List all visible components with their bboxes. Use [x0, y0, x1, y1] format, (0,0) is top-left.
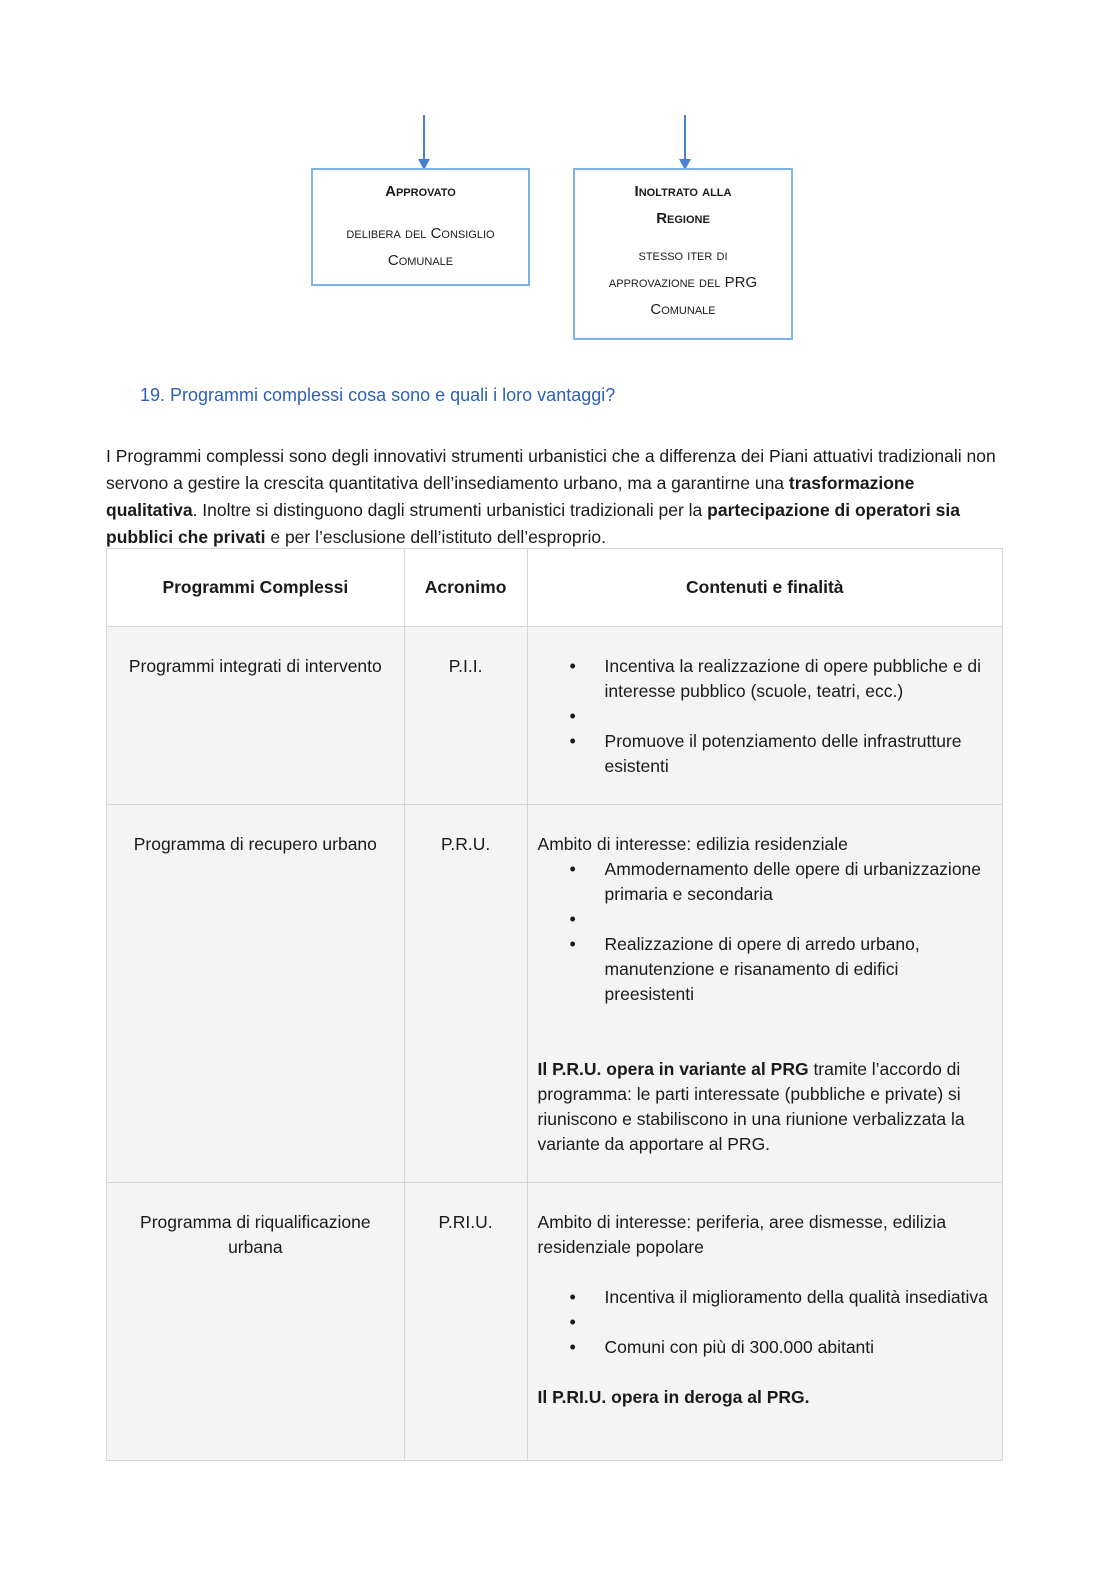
- bullet-list: [538, 857, 990, 1007]
- intro-bold-2: partecipazione di operatori sia pubblici che privati: [106, 499, 960, 547]
- row-note: [538, 1385, 990, 1410]
- row-note-text: tramite l’accordo di programma: le parti interessate (pubbliche e private) si riuniscono e stabiliscono in una riunione verbalizzata la variante da apportare al PRG.: [537, 1059, 965, 1154]
- section-heading: 19. Programmi complessi cosa sono e quali i loro vantaggi?: [140, 385, 616, 405]
- list-item: • Ammodernamento delle opere di urbanizzazione primaria e secondaria: [538, 857, 990, 907]
- intro-text-1: I Programmi complessi sono degli innovativi strumenti urbanistici che a differenza dei Piani attuativi tradizionali non servono a gestire la crescita quantitativa dell’insediamento urbano, ma a garantirne una: [106, 445, 996, 493]
- bullet-list: [538, 1285, 990, 1360]
- forwarded-line-3: Comunale: [650, 301, 716, 318]
- intro-paragraph: [106, 443, 1006, 551]
- programs-table: [106, 548, 1003, 1461]
- row-content: [527, 805, 1002, 1183]
- intro-bold-1: trasformazione qualitativa: [106, 472, 915, 520]
- list-item: • Incentiva la realizzazione di opere pubbliche e di interesse pubblico (scuole, teatri, ecc.): [538, 654, 990, 704]
- list-item: • Comuni con più di 300.000 abitanti: [538, 1335, 990, 1360]
- table-row: [107, 1183, 1003, 1461]
- arrow-to-forwarded: [684, 115, 686, 160]
- forwarded-line-2: approvazione del PRG: [608, 274, 758, 291]
- forwarded-title-line-2: Regione: [656, 210, 710, 227]
- header-program-name: Programmi Complessi: [107, 549, 405, 627]
- approved-title: Approvato: [385, 183, 456, 200]
- arrow-to-approved: [423, 115, 425, 160]
- table-row: [107, 627, 1003, 805]
- forwarded-box: [573, 168, 793, 340]
- row-note-bold: Il P.RI.U. opera in deroga al PRG.: [537, 1387, 810, 1407]
- row-program-name: Programmi integrati di intervento: [107, 627, 405, 805]
- row-program-name: Programma di recupero urbano: [107, 805, 405, 1183]
- row-content: [527, 1183, 1002, 1461]
- row-acronym: P.I.I.: [404, 627, 527, 805]
- list-item: • Promuove il potenziamento delle infrastrutture esistenti: [538, 729, 990, 779]
- forwarded-title: [575, 178, 791, 232]
- approved-line-1: delibera del Consiglio: [346, 225, 495, 242]
- row-program-name: Programma di riqualificazione urbana: [107, 1183, 405, 1461]
- row-acronym: P.R.U.: [404, 805, 527, 1183]
- table-header-row: [107, 549, 1003, 627]
- forwarded-title-line-1: Inoltrato alla: [634, 183, 732, 200]
- forwarded-line-1: stesso iter di: [638, 247, 728, 264]
- row-acronym: P.RI.U.: [404, 1183, 527, 1461]
- list-item: • Incentiva il miglioramento della qualità insediativa: [538, 1285, 990, 1310]
- row-content: [527, 627, 1002, 805]
- table-row: [107, 805, 1003, 1183]
- approved-box: [311, 168, 530, 286]
- row-note: [538, 1057, 990, 1157]
- header-acronym: Acronimo: [404, 549, 527, 627]
- approved-line-2: Comunale: [387, 252, 454, 269]
- bullet-list: [538, 654, 990, 779]
- intro-text-2: . Inoltre si distinguono dagli strumenti urbanistici tradizionali per la: [192, 499, 708, 520]
- list-item: • Realizzazione di opere di arredo urbano, manutenzione e risanamento di edifici preesistenti: [538, 932, 990, 1007]
- intro-text-3: e per l’esclusione dell’istituto dell’esproprio.: [265, 526, 606, 547]
- row-note-bold: Il P.R.U. opera in variante al PRG: [537, 1059, 809, 1079]
- row-scope: Ambito di interesse: periferia, aree dismesse, edilizia residenziale popolare: [537, 1212, 947, 1257]
- header-content: Contenuti e finalità: [527, 549, 1002, 627]
- row-scope: Ambito di interesse: edilizia residenziale: [537, 834, 848, 854]
